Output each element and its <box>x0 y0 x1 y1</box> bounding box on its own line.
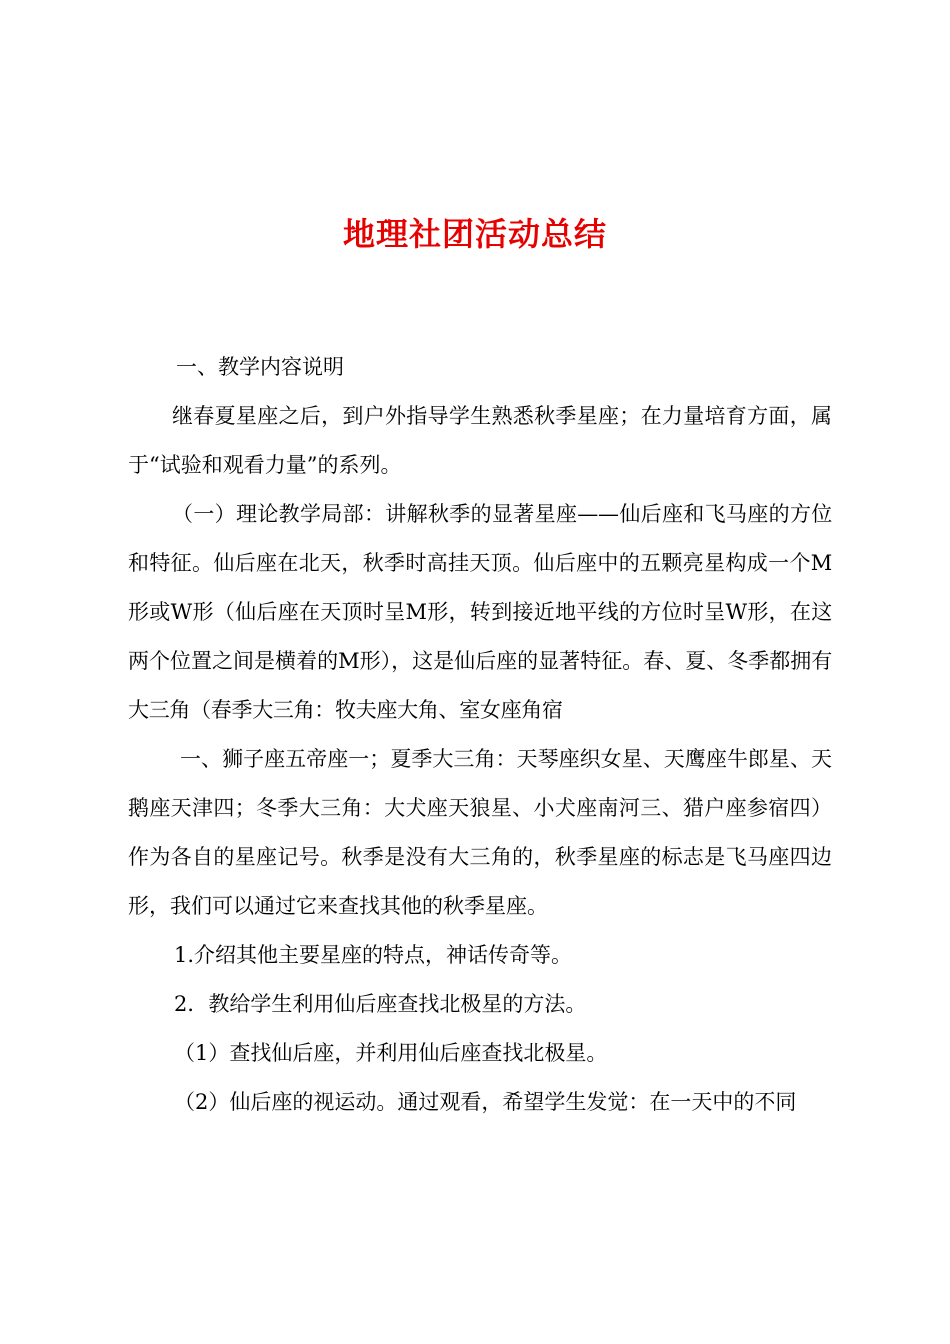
document-title: 地理社团活动总结 <box>342 215 607 253</box>
document-body <box>128 343 832 1127</box>
paragraph: 一、狮子座五帝座一；夏季大三角：天琴座织女星、天鹰座牛郎星、天鹅座天津四；冬季大三角：大犬座天狼星、小犬座南河三、猎户座参宿四）作为各自的星座记号。秋季是没有大三角的，秋季星座的标志是飞马座四边形，我们可以通过它来查找其他的秋季星座。 <box>128 747 832 918</box>
list-item: 2．教给学生利用仙后座查找北极星的方法。 <box>174 992 587 1016</box>
list-item: （2）仙后座的视运动。通过观看，希望学生发觉：在一天中的不同 <box>174 1090 797 1114</box>
paragraph: 继春夏星座之后，到户外指导学生熟悉秋季星座；在力量培育方面，属于“试验和观看力量”的系列。 <box>128 404 832 477</box>
section-heading: 一、教学内容说明 <box>176 355 344 379</box>
list-item: （1）查找仙后座，并利用仙后座查找北极星。 <box>174 1041 608 1065</box>
paragraph: （一）理论教学局部：讲解秋季的显著星座——仙后座和飞马座的方位和特征。仙后座在北天，秋季时高挂天顶。仙后座中的五颗亮星构成一个M形或W形（仙后座在天顶时呈M形，转到接近地平线的方位时呈W形，在这两个位置之间是横着的M形），这是仙后座的显著特征。春、夏、冬季都拥有大三角（春季大三角：牧夫座大角、室女座角宿 <box>128 502 832 722</box>
list-item: 1.介绍其他主要星座的特点，神话传奇等。 <box>174 943 573 967</box>
